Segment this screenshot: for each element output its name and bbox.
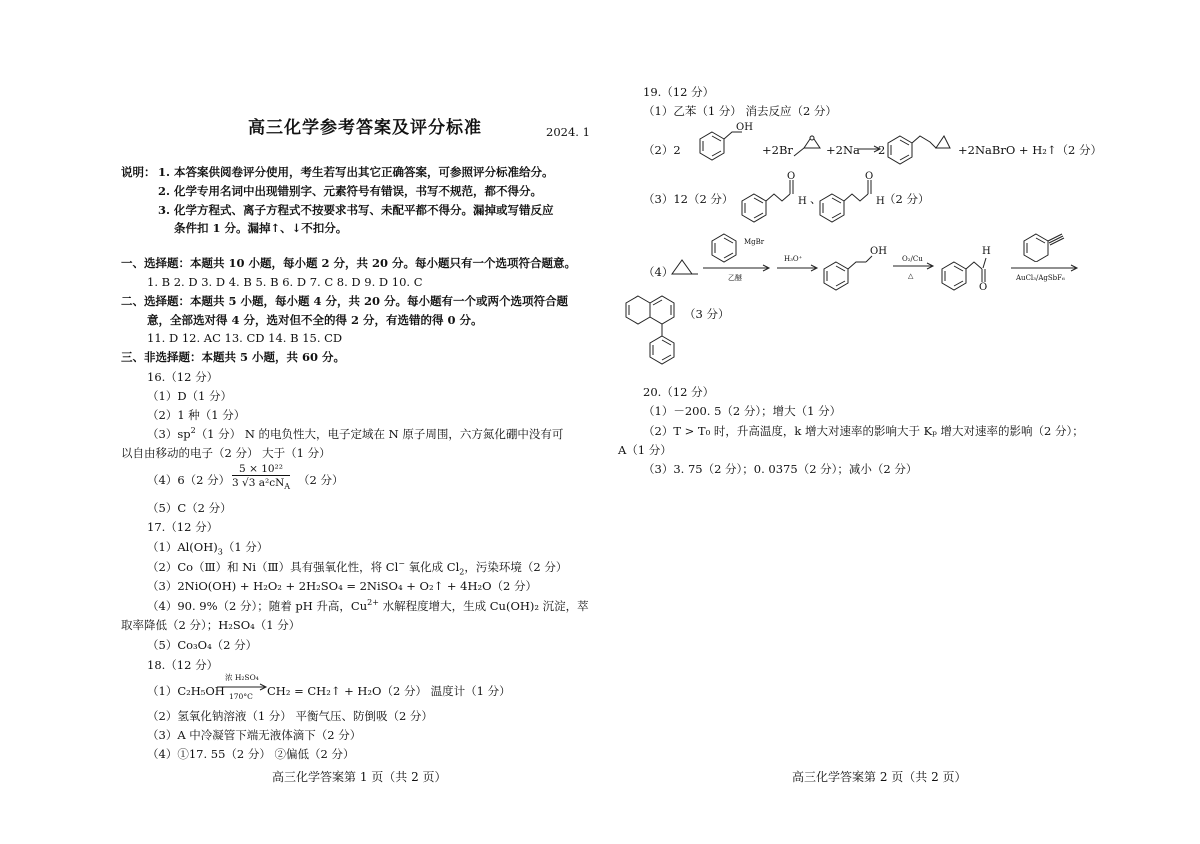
q16-density-fraction: 5 × 10²² 3 √3 $a^2cN_A$ [232, 463, 291, 492]
q19-answer-4-score: （3 分） [684, 307, 730, 321]
q18-heading: 18.（12 分） [147, 658, 219, 672]
isomer-structure-1 [738, 170, 810, 228]
section2-answers: 11. D 12. AC 13. CD 14. B 15. CD [147, 331, 343, 345]
footer-right: 高三化学答案第 2 页（共 2 页） [792, 770, 967, 784]
epoxide-structure-1 [792, 128, 828, 164]
q19-answer-2-label: （2）2 [643, 143, 681, 157]
q17-heading: 17.（12 分） [147, 520, 219, 534]
note-2: 2. 化学专用名词中出现错别字、元素符号有错误，书写不规范，都不得分。 [158, 184, 543, 198]
q18-reaction-arrow [216, 683, 268, 691]
svg-text:O: O [979, 282, 988, 292]
phenylacetylene-reagent [1020, 230, 1078, 262]
svg-text:H: H [798, 196, 807, 207]
q18-answer-3: （3）A 中冷凝管下端无液体滴下（2 分） [147, 728, 362, 742]
q16-answer-4: （4）6（2 分） [147, 473, 231, 487]
q20-answer-2: （2）T > T₀ 时，升高温度，k 增大对速率的影响大于 Kₚ 增大对速率的影响（2 分）； [643, 424, 1084, 438]
phenylacetaldehyde-intermediate [938, 240, 1008, 292]
q16-answer-2: （2）1 种（1 分） [147, 408, 246, 422]
svg-text:△: △ [908, 272, 914, 280]
svg-text:O: O [865, 171, 874, 182]
phenylbutyl-epoxide-structure [884, 126, 956, 170]
svg-text:O: O [787, 171, 796, 182]
q19-heading: 19.（12 分） [643, 85, 715, 99]
q19-answer-2-products: +2NaBrO + H₂↑（2 分） [958, 143, 1102, 157]
svg-text:O₂/Cu: O₂/Cu [902, 255, 923, 263]
q16-answer-5: （5）C（2 分） [147, 501, 232, 515]
q17-answer-2: （2）Co（Ⅲ）和 Ni（Ⅲ）具有强氧化性，将 Cl− 氧化成 $Cl_2$，污染环境（2 分） [147, 559, 568, 577]
q19-answer-2-sodium: +2Na [826, 143, 860, 157]
q17-answer-4-cont: 取率降低（2 分）；H₂SO₄（1 分） [121, 618, 301, 632]
note-1: 1. 本答案供阅卷评分使用，考生若写出其它正确答案，可参照评分标准给分。 [158, 165, 554, 179]
page-title: 高三化学参考答案及评分标准 [248, 118, 482, 138]
svg-text:H: H [982, 246, 991, 257]
notes-label: 说明： [121, 165, 156, 179]
svg-text:MgBr: MgBr [744, 238, 765, 246]
q19-answer-4-label: （4） [643, 265, 674, 279]
q16-answer-3-cont: 以自由移动的电子（2 分） 大于（1 分） [121, 446, 331, 460]
section2-heading-cont: 意，全部选对得 4 分，选对但不全的得 2 分，有选错的得 0 分。 [147, 313, 483, 327]
phenylethanol-intermediate [820, 240, 890, 292]
svg-text:H: H [876, 196, 885, 207]
note-3: 3. 化学方程式、离子方程式不按要求书写、未配平都不得分。漏掉或写错反应 [158, 203, 554, 217]
q20-answer-1: （1）－200. 5（2 分）；增大（1 分） [643, 404, 842, 418]
phenylethanol-structure [690, 118, 760, 170]
q19-answer-3-label: （3）12（2 分） [643, 192, 734, 206]
q19-route-arrow-3 [892, 254, 936, 284]
section1-heading: 一、选择题：本题共 10 小题，每小题 2 分，共 20 分。每小题只有一个选项符合题意。 [121, 256, 577, 270]
q19-answer-3-score: （2 分） [884, 192, 930, 206]
q18-answer-1-reactant: （1）C₂H₅OH [147, 684, 225, 698]
svg-text:AuCl₃/AgSbF₆: AuCl₃/AgSbF₆ [1016, 274, 1065, 282]
q17-answer-3: （3）2NiO(OH) + H₂O₂ + 2H₂SO₄ = 2NiSO₄ + O₂↑ + 4H₂O（2 分） [147, 579, 538, 593]
q17-answer-4: （4）90. 9%（2 分）；随着 pH 升高，$Cu^{2+}$ 水解程度增大，生成 Cu(OH)₂ 沉淀，萃 [147, 598, 589, 613]
q20-heading: 20.（12 分） [643, 385, 715, 399]
q16-heading: 16.（12 分） [147, 370, 219, 384]
isomer-separator: 、 [810, 192, 822, 206]
q19-route-arrow-1 [702, 262, 772, 284]
q19-route-arrow-4 [1010, 262, 1080, 286]
svg-text:OH: OH [736, 122, 753, 133]
isomer-structure-2 [816, 170, 888, 228]
q18-answer-1-product: CH₂ = CH₂↑ + H₂O（2 分） 温度计（1 分） [267, 684, 511, 698]
svg-text:OH: OH [870, 246, 887, 257]
q20-answer-2-cont: A（1 分） [618, 443, 672, 457]
q19-route-arrow-2 [776, 254, 820, 272]
q16-answer-4-score: （2 分） [298, 473, 344, 487]
q18-answer-4: （4）①17. 55（2 分） ②偏低（2 分） [147, 747, 355, 761]
footer-left: 高三化学答案第 1 页（共 2 页） [272, 770, 447, 784]
svg-text:H₃O⁺: H₃O⁺ [784, 255, 803, 263]
exam-date: 2024. 1 [546, 125, 590, 139]
q17-answer-1: $(1)Al(OH)_3(1$ 分） [147, 540, 269, 557]
q19-answer-2-bromo: +2Br [762, 143, 793, 157]
epoxide-structure-2 [668, 252, 702, 282]
svg-text:乙醚: 乙醚 [728, 274, 742, 282]
q17-answer-5: （5）Co₃O₄（2 分） [147, 638, 258, 652]
q18-answer-2: （2）氢氧化钠溶液（1 分） 平衡气压、防倒吸（2 分） [147, 709, 433, 723]
q18-condition-bottom: 170°C [229, 692, 253, 701]
section2-heading: 二、选择题：本题共 5 小题，每小题 4 分，共 20 分。每小题有一个或两个选项符合题 [121, 294, 569, 308]
q16-answer-1: （1）D（1 分） [147, 389, 233, 403]
section3-heading: 三、非选择题：本题共 5 小题，共 60 分。 [121, 350, 346, 364]
q20-answer-3: （3）3. 75（2 分）；0. 0375（2 分）；减小（2 分） [643, 462, 918, 476]
section1-answers: 1. B 2. D 3. D 4. B 5. B 6. D 7. C 8. D 9. D 10. C [147, 275, 423, 289]
q19-answer-1: （1）乙苯（1 分） 消去反应（2 分） [643, 104, 837, 118]
q16-answer-3: $(3)sp^2(1$ 分） N 的电负性大，电子定域在 N 原子周围，六方氮化硼中没有可 [147, 426, 564, 441]
phenylnaphthalene-product [622, 290, 686, 372]
note-3-cont: 条件扣 1 分。漏掉↑、↓不扣分。 [174, 221, 348, 235]
q19-answer-2-coef: 2 [878, 143, 886, 157]
q18-condition-top: 浓 H₂SO₄ [225, 673, 259, 682]
